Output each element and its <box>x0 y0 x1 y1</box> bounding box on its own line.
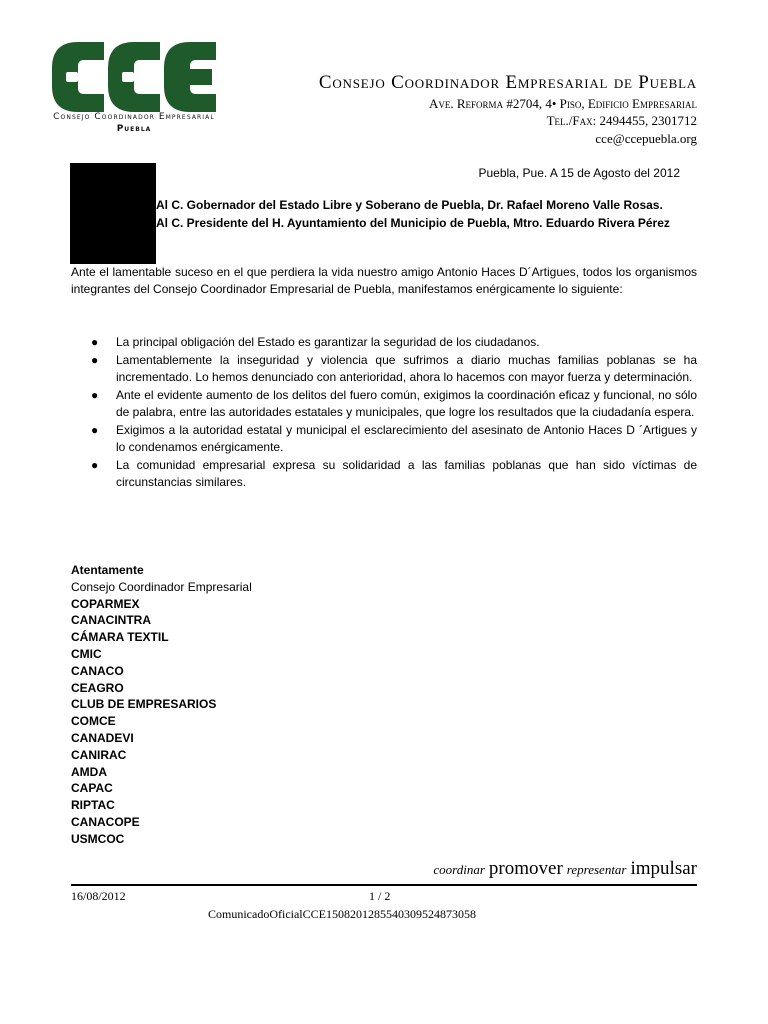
slogan-coordinar: coordinar <box>433 862 485 877</box>
list-item <box>71 352 697 386</box>
member-org: COMCE <box>71 714 116 729</box>
list-item <box>71 334 697 351</box>
slogan-impulsar: impulsar <box>630 858 697 879</box>
bullet-icon: ● <box>91 353 99 367</box>
bullet-icon: ● <box>91 335 99 349</box>
addressee-mayor: Al C. Presidente del H. Ayuntamiento del Municipio de Puebla, Mtro. Eduardo Rivera Pérez <box>156 216 670 230</box>
list-item <box>71 457 697 491</box>
slogan <box>433 858 697 880</box>
list-item-text: Exigimos a la autoridad estatal y municipal el esclarecimiento del asesinato de Antonio Haces D ´Artigues y lo condenamos enérgicamente. <box>116 423 697 454</box>
intro-paragraph: Ante el lamentable suceso en el que perdiera la vida nuestro amigo Antonio Haces D´Artigues, todos los organismos integrantes del Consejo Coordinador Empresarial de Puebla, manifestamos enérgicamente lo siguiente: <box>71 265 697 296</box>
member-org: AMDA <box>71 764 107 779</box>
page-number: 1 / 2 <box>369 889 391 903</box>
member-org: CLUB DE EMPRESARIOS <box>71 697 217 712</box>
list-item-text: La principal obligación del Estado es garantizar la seguridad de los ciudadanos. <box>116 335 540 349</box>
bullet-icon: ● <box>91 423 99 437</box>
member-org: CANACOPE <box>71 814 140 829</box>
member-org: CANACINTRA <box>71 613 151 628</box>
closing: Atentamente <box>71 563 144 577</box>
document-id: ComunicadoOficialCCE1508201285540309524873058 <box>208 907 476 921</box>
statement-list <box>71 334 697 492</box>
list-item <box>71 387 697 421</box>
member-org: CMIC <box>71 646 102 661</box>
org-phone: Tel./Fax: 2494455, 2301712 <box>546 113 697 128</box>
logo-subtitle: Consejo Coordinador Empresarial <box>53 112 215 122</box>
member-org: CANIRAC <box>71 747 127 762</box>
member-org: RIPTAC <box>71 798 115 813</box>
addressee-governor: Al C. Gobernador del Estado Libre y Soberano de Puebla, Dr. Rafael Moreno Valle Rosas. <box>156 198 663 212</box>
org-title: Consejo Coordinador Empresarial de Puebla <box>318 72 697 93</box>
member-org: CEAGRO <box>71 680 124 695</box>
member-org: CANACO <box>71 663 124 678</box>
org-email[interactable]: cce@ccepuebla.org <box>595 131 697 146</box>
member-org: CANADEVI <box>71 730 134 745</box>
logo-city: Puebla <box>116 124 152 134</box>
bullet-icon: ● <box>91 458 99 472</box>
signing-org: Consejo Coordinador Empresarial <box>71 579 252 594</box>
org-address: Ave. Reforma #2704, 4• Piso, Edificio Empresarial <box>429 96 697 111</box>
list-item-text: La comunidad empresarial expresa su solidaridad a las familias poblanas que han sido víctimas de circunstancias similares. <box>116 458 697 489</box>
member-org: USMCOC <box>71 831 125 846</box>
footer-date: 16/08/2012 <box>71 889 126 903</box>
member-org: CAPAC <box>71 781 113 796</box>
redaction-box <box>70 163 156 264</box>
member-org: CÁMARA TEXTIL <box>71 630 169 645</box>
slogan-representar: representar <box>566 862 627 877</box>
bullet-icon: ● <box>91 388 99 402</box>
list-item <box>71 422 697 456</box>
slogan-promover: promover <box>488 858 563 879</box>
list-item-text: Lamentablemente la inseguridad y violencia que sufrimos a diario muchas familias poblanas se ha incrementado. Lo hemos denunciado con anterioridad, ahora lo hacemos con mayor fuerza y determinación. <box>116 353 697 384</box>
member-org: COPARMEX <box>71 596 140 611</box>
letter-date: Puebla, Pue. A 15 de Agosto del 2012 <box>478 166 680 180</box>
signature-block <box>71 562 371 848</box>
list-item-text: Ante el evidente aumento de los delitos del fuero común, exigimos la coordinación eficaz y funcional, no sólo de palabra, entre las autoridades estatales y municipales, que logre los resultados que la ciudadanía espera. <box>116 388 697 419</box>
cce-logo <box>52 42 216 112</box>
footer-divider <box>71 884 697 886</box>
